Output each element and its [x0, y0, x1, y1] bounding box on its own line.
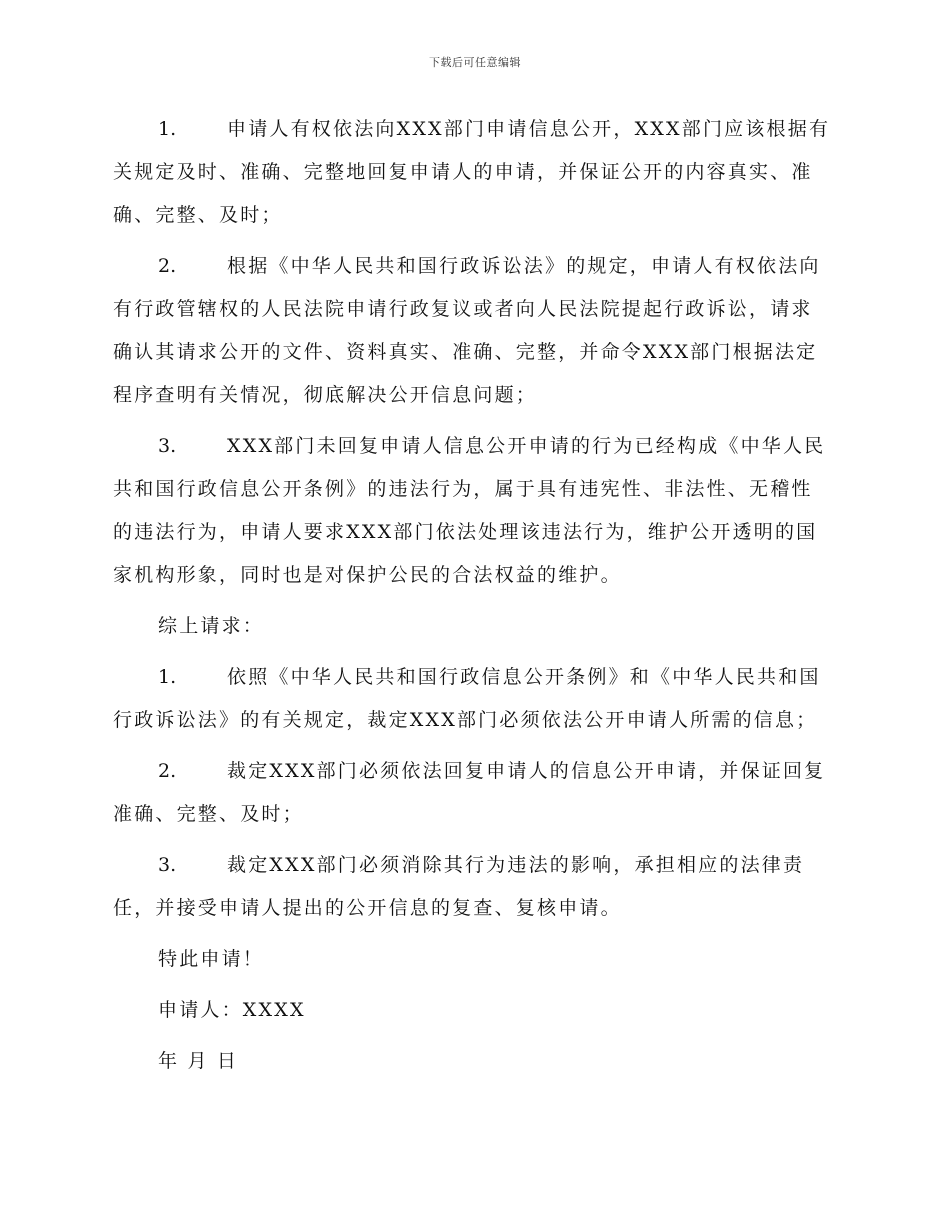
item-number: 3.	[158, 435, 177, 457]
item-number: 2.	[158, 255, 177, 277]
item-text: 申请人有权依法向XXX部门申请信息公开，XXX部门应该根据有关规定及时、准确、完整地回复申请人的申请，并保证公开的内容真实、准确、完整、及时；	[113, 118, 831, 226]
item-number: 3.	[158, 854, 177, 876]
summary-item-1	[113, 656, 833, 742]
document-body	[113, 108, 833, 1091]
applicant-signature: 申请人：XXXX	[158, 999, 306, 1021]
summary-item-2	[113, 750, 833, 836]
item-text: 依照《中华人民共和国行政信息公开条例》和《中华人民共和国行政诉讼法》的有关规定，裁定XXX部门必须依法公开申请人所需的信息；	[113, 666, 821, 731]
item-text: 裁定XXX部门必须依法回复申请人的信息公开申请，并保证回复准确、完整、及时；	[113, 760, 826, 825]
summary-heading: 综上请求：	[158, 615, 265, 637]
item-number: 1.	[158, 118, 177, 140]
item-text: 裁定XXX部门必须消除其行为违法的影响，承担相应的法律责任，并接受申请人提出的公开信息的复查、复核申请。	[113, 854, 805, 919]
request-item-3	[113, 425, 833, 597]
item-text: XXX部门未回复申请人信息公开申请的行为已经构成《中华人民共和国行政信息公开条例》的违法行为，属于具有违宪性、非法性、无稽性的违法行为，申请人要求XXX部门依法处理该违法行为，维护公开透明的国家机构形象，同时也是对保护公民的合法权益的维护。	[113, 435, 826, 586]
page-header: 下载后可任意编辑	[429, 56, 521, 69]
item-text: 根据《中华人民共和国行政诉讼法》的规定，申请人有权依法向有行政管辖权的人民法院申请行政复议或者向人民法院提起行政诉讼，请求确认其请求公开的文件、资料真实、准确、完整，并命令XXX部门根据法定程序查明有关情况，彻底解决公开信息问题；	[113, 255, 821, 406]
closing-line: 特此申请！	[158, 948, 265, 970]
item-number: 1.	[158, 666, 177, 688]
item-number: 2.	[158, 760, 177, 782]
summary-item-3	[113, 844, 833, 930]
date-line: 年 月 日	[158, 1050, 239, 1072]
request-item-1	[113, 108, 833, 237]
request-item-2	[113, 245, 833, 417]
